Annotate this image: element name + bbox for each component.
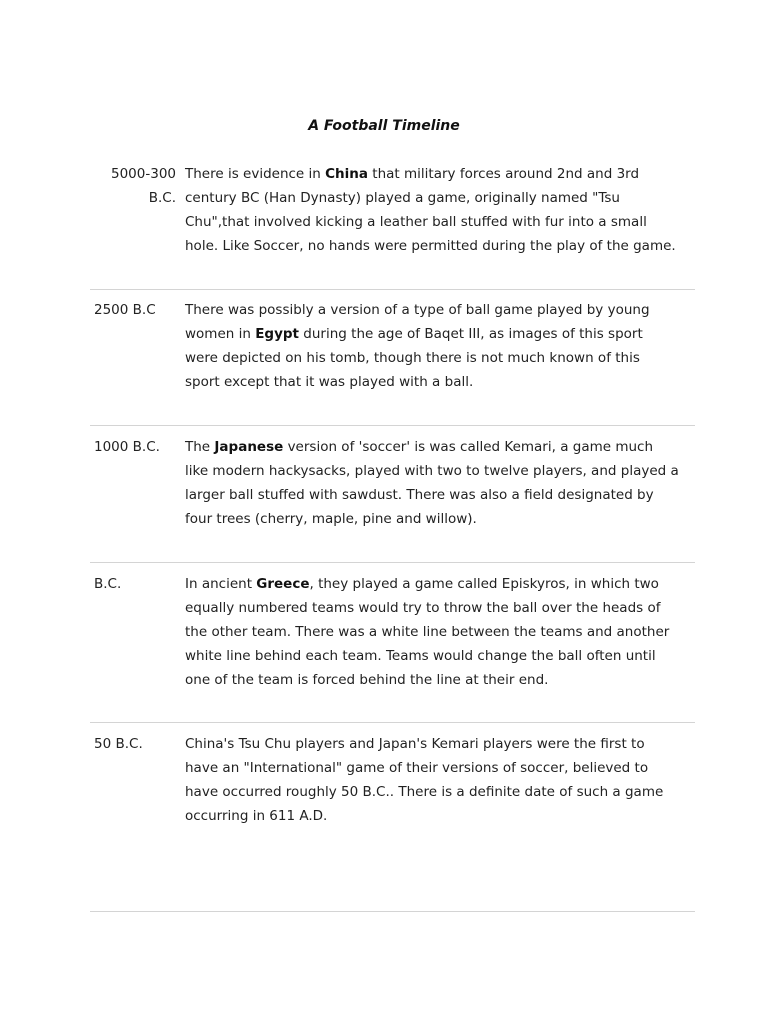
entry-divider [90,289,695,290]
description-line: larger ball stuffed with sawdust. There was also a field designated by [185,487,654,503]
description-line: were depicted on his tomb, though there is not much known of this [185,350,640,366]
entry-date-line: 50 B.C. [94,736,143,752]
entry-description [185,732,695,828]
document-title: A Football Timeline [308,118,460,134]
description-line: Chu",that involved kicking a leather ball stuffed with fur into a small [185,214,647,230]
description-line: sport except that it was played with a ball. [185,374,474,390]
entry-date [94,572,182,596]
description-line: There is evidence in China that military forces around 2nd and 3rd [185,166,640,182]
entry-divider [90,911,695,912]
highlight-place: Egypt [255,326,300,342]
entry-date-line: 2500 B.C [94,302,156,318]
description-line: like modern hackysacks, played with two to twelve players, and played a [185,463,679,479]
entry-date-line: B.C. [148,190,176,206]
entry-description [185,162,695,258]
description-line: In ancient Greece, they played a game called Episkyros, in which two [185,576,659,592]
entry-date [90,162,176,210]
highlight-place: Japanese [214,439,284,455]
description-line: equally numbered teams would try to throw the ball over the heads of [185,600,661,616]
entry-divider [90,425,695,426]
highlight-place: Greece [256,576,310,592]
description-line: four trees (cherry, maple, pine and willow). [185,511,477,527]
entry-divider [90,722,695,723]
description-line: have occurred roughly 50 B.C.. There is a definite date of such a game [185,784,664,800]
description-line: women in Egypt during the age of Baqet III, as images of this sport [185,326,643,342]
description-line: There was possibly a version of a type of ball game played by young [185,302,650,318]
entry-date-line: 1000 B.C. [94,439,160,455]
description-line: white line behind each team. Teams would change the ball often until [185,648,656,664]
entry-description [185,435,695,531]
entry-date [94,732,182,756]
description-line: hole. Like Soccer, no hands were permitted during the play of the game. [185,238,676,254]
description-line: China's Tsu Chu players and Japan's Kemari players were the first to [185,736,645,752]
entry-description [185,298,695,394]
description-line: have an "International" game of their versions of soccer, believed to [185,760,649,776]
entry-date-line: 5000-300 [111,166,176,182]
entry-description [185,572,695,692]
description-line: occurring in 611 A.D. [185,808,328,824]
description-line: The Japanese version of 'soccer' is was called Kemari, a game much [185,439,654,455]
entry-date-line: B.C. [94,576,122,592]
description-line: the other team. There was a white line between the teams and another [185,624,670,640]
description-line: one of the team is forced behind the line at their end. [185,672,549,688]
entry-date [94,435,182,459]
entry-divider [90,562,695,563]
description-line: century BC (Han Dynasty) played a game, originally named "Tsu [185,190,620,206]
highlight-place: China [325,166,369,182]
entry-date [94,298,182,322]
